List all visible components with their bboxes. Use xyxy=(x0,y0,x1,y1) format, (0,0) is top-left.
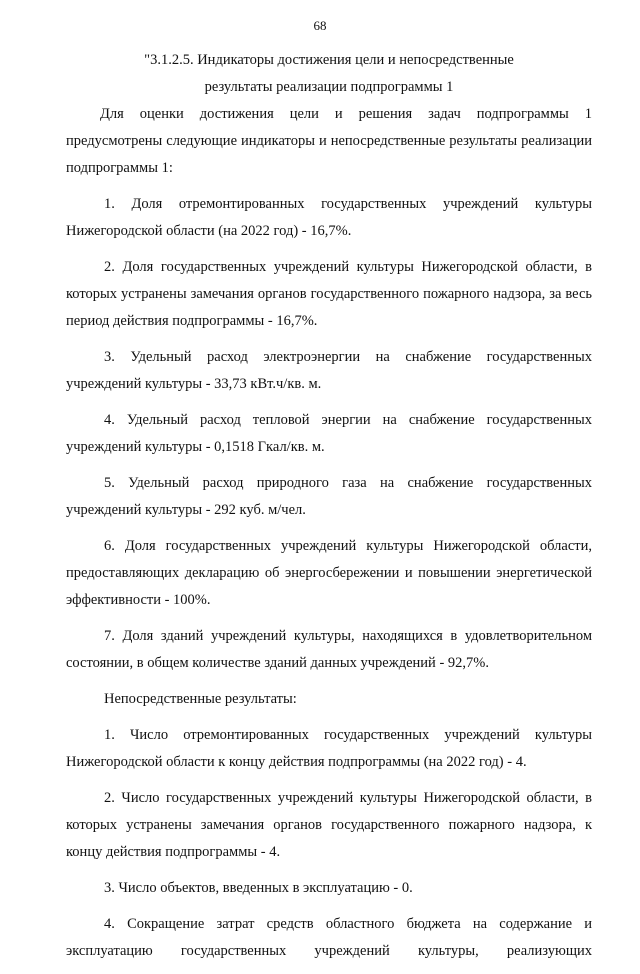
page-number: 68 xyxy=(313,18,327,33)
result-item-1: 1. Число отремонтированных государственных учреждений культуры Нижегородской области к концу действия подпрограммы (на 2022 год) - 4. xyxy=(66,726,592,770)
result-item-3: 3. Число объектов, введенных в эксплуатацию - 0. xyxy=(104,879,413,896)
indicator-item-3: 3. Удельный расход электроэнергии на снабжение государственных учреждений культуры - 33,73 кВт.ч/кв. м. xyxy=(66,348,592,392)
section-heading-line-1: "3.1.2.5. Индикаторы достижения цели и непосредственные xyxy=(144,52,514,68)
indicator-item-6: 6. Доля государственных учреждений культуры Нижегородской области, предоставляющих декларацию об энергосбережении и повышении энергетической эффективности - 100%. xyxy=(66,537,592,608)
indicator-item-5: 5. Удельный расход природного газа на снабжение государственных учреждений культуры - 292 куб. м/чел. xyxy=(66,474,592,518)
indicator-item-4: 4. Удельный расход тепловой энергии на снабжение государственных учреждений культуры - 0,1518 Гкал/кв. м. xyxy=(66,411,592,455)
result-item-4: 4. Сокращение затрат средств областного бюджета на содержание и эксплуатацию государственных учреждений культуры, реализующих xyxy=(66,915,592,959)
section-heading xyxy=(66,47,592,101)
indicator-item-7: 7. Доля зданий учреждений культуры, находящихся в удовлетворительном состоянии, в общем количестве зданий данных учреждений - 92,7%. xyxy=(66,627,592,671)
body-text xyxy=(66,101,592,974)
results-heading: Непосредственные результаты: xyxy=(104,690,297,707)
section-heading-line-2: результаты реализации подпрограммы 1 xyxy=(204,79,454,95)
indicator-item-1: 1. Доля отремонтированных государственных учреждений культуры Нижегородской области (на 2022 год) - 16,7%. xyxy=(66,195,592,239)
indicator-item-2: 2. Доля государственных учреждений культуры Нижегородской области, в которых устранены замечания органов государственного пожарного надзора, за весь период действия подпрограммы - 16,7%. xyxy=(66,258,592,329)
intro-paragraph: Для оценки достижения цели и решения задач подпрограммы 1 предусмотрены следующие индикаторы и непосредственные результаты реализации подпрограммы 1: xyxy=(66,106,592,176)
result-item-2: 2. Число государственных учреждений культуры Нижегородской области, в которых устранены замечания органов государственного пожарного надзора, к концу действия подпрограммы - 4. xyxy=(66,789,592,860)
